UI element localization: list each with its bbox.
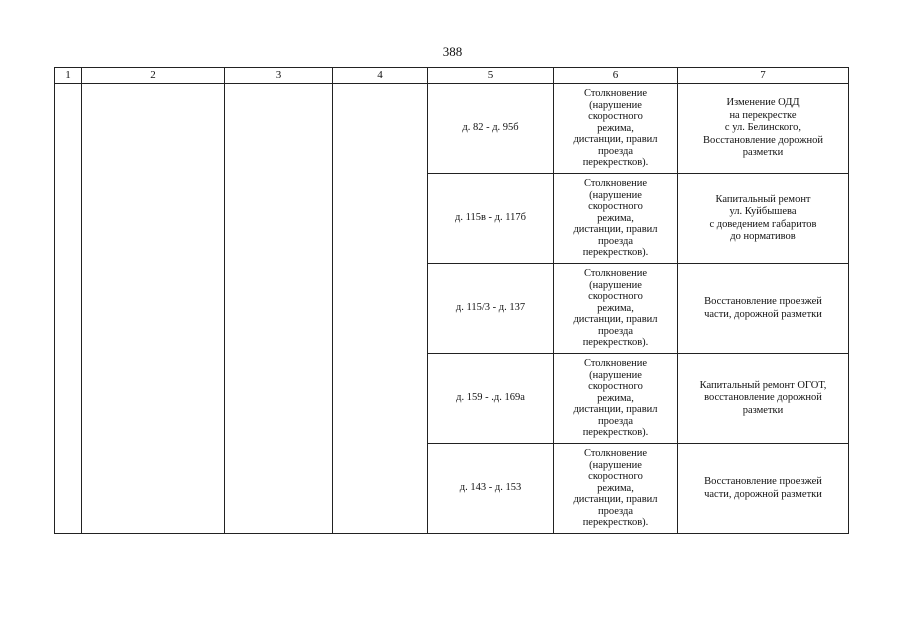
- column-header-4: 4: [333, 68, 428, 84]
- address-cell: [428, 174, 554, 264]
- measures-cell: [678, 354, 849, 444]
- incident-cell: [554, 264, 678, 354]
- measures-cell: [678, 174, 849, 264]
- data-table: [54, 67, 849, 534]
- address-cell: [428, 84, 554, 174]
- column-3-cell: [225, 84, 333, 534]
- address-text: д. 115/3 - д. 137: [455, 302, 526, 314]
- address-cell: [428, 264, 554, 354]
- incident-text: Столкновение (нарушение скоростного режима, дистанции, правил проезда перекрестков).: [573, 177, 658, 259]
- incident-cell: [554, 444, 678, 534]
- incident-text: Столкновение (нарушение скоростного режима, дистанции, правил проезда перекрестков).: [573, 447, 658, 529]
- column-2-cell: [82, 84, 225, 534]
- incident-cell: [554, 174, 678, 264]
- address-cell: [428, 354, 554, 444]
- measures-cell: [678, 264, 849, 354]
- page-number: 388: [442, 44, 463, 59]
- incident-cell: [554, 354, 678, 444]
- table-row: [55, 84, 849, 174]
- column-1-cell: [55, 84, 82, 534]
- column-header-1: 1: [55, 68, 82, 84]
- column-header-2: 2: [82, 68, 225, 84]
- column-header-6: 6: [554, 68, 678, 84]
- measures-text: Капитальный ремонт ОГОТ, восстановление дорожной разметки: [699, 379, 827, 416]
- measures-text: Восстановление проезжей части, дорожной разметки: [704, 476, 822, 500]
- column-4-cell: [333, 84, 428, 534]
- column-header-5: 5: [428, 68, 554, 84]
- incident-text: Столкновение (нарушение скоростного режима, дистанции, правил проезда перекрестков).: [573, 87, 658, 169]
- incident-text: Столкновение (нарушение скоростного режима, дистанции, правил проезда перекрестков).: [573, 267, 658, 349]
- address-text: д. 82 - д. 95б: [462, 122, 519, 134]
- address-text: д. 159 - .д. 169а: [456, 392, 525, 404]
- measures-text: Изменение ОДД на перекрестке с ул. Белинского, Восстановление дорожной разметки: [703, 97, 823, 159]
- incident-cell: [554, 84, 678, 174]
- column-header-7: 7: [678, 68, 849, 84]
- address-cell: [428, 444, 554, 534]
- measures-cell: [678, 444, 849, 534]
- measures-text: Капитальный ремонт ул. Куйбышева с доведением габаритов до нормативов: [709, 193, 817, 242]
- address-text: д. 115в - д. 117б: [455, 212, 526, 224]
- column-header-3: 3: [225, 68, 333, 84]
- measures-cell: [678, 84, 849, 174]
- measures-text: Восстановление проезжей части, дорожной разметки: [704, 296, 822, 320]
- address-text: д. 143 - д. 153: [459, 482, 522, 494]
- header-row: [55, 68, 849, 84]
- incident-text: Столкновение (нарушение скоростного режима, дистанции, правил проезда перекрестков).: [573, 357, 658, 439]
